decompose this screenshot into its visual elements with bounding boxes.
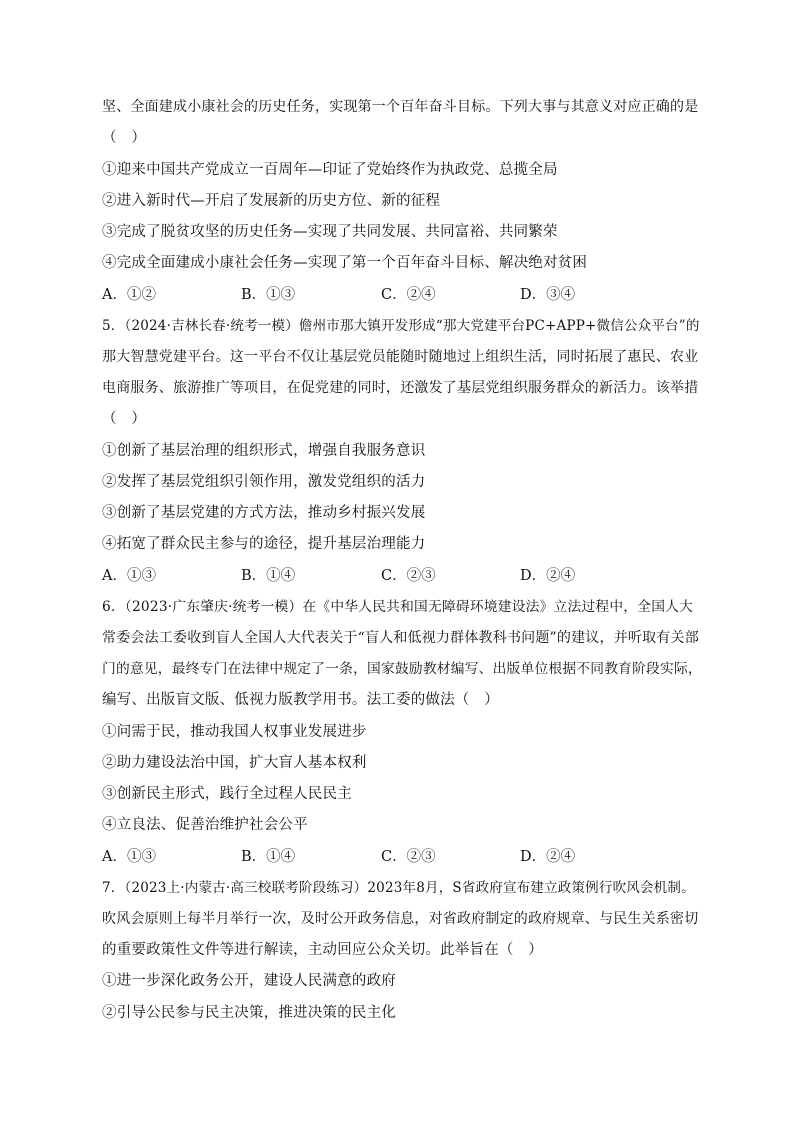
q5-option-d: D．②④ [520, 568, 576, 584]
q4-stem-line-2: （ ） [102, 130, 147, 146]
q5-stem-line-2: 那大智慧党建平台。这一平台不仅让基层党员能随时随地过上组织生活，同时拓展了惠民、农业 [102, 349, 699, 365]
q5-option-a: A．①③ [102, 568, 156, 584]
q4-option-a: A．①② [102, 287, 156, 303]
q5-statement-4: ④拓宽了群众民主参与的途径，提升基层治理能力 [102, 536, 426, 552]
q7-statement-1: ①进一步深化政务公开，建设人民满意的政府 [102, 973, 396, 989]
q5-stem-line-4: （ ） [102, 411, 147, 427]
q6-option-b: B．①④ [241, 849, 296, 865]
q5-stem-line-1: 5．（2024·吉林长春·统考一模）儋州市那大镇开发形成“那大党建平台PC+APP+微信公众平台”的 [102, 318, 700, 334]
q6-stem-line-2: 常委会法工委收到盲人全国人大代表关于“盲人和低视力群体教科书问题”的建议，并听取有关部 [102, 630, 699, 646]
q6-stem-line-1: 6．（2023·广东肇庆·统考一模）在《中华人民共和国无障碍环境建设法》立法过程中，全国人大 [102, 599, 694, 615]
q6-stem-line-3: 门的意见，最终专门在法律中规定了一条，国家鼓励教材编写、出版单位根据不同教育阶段实际， [102, 661, 702, 677]
q5-options [102, 566, 702, 586]
q7-statement-2: ②引导公民参与民主决策，推进决策的民主化 [102, 1005, 396, 1021]
q4-option-d: D．③④ [520, 287, 576, 303]
q4-option-b: B．①③ [241, 287, 296, 303]
q6-statement-1: ①问需于民，推动我国人权事业发展进步 [102, 724, 367, 740]
q4-statement-2: ②进入新时代—开启了发展新的历史方位、新的征程 [102, 193, 441, 209]
q5-stem-line-3: 电商服务、旅游推广等项目，在促党建的同时，还激发了基层党组织服务群众的新活力。该举措 [102, 380, 699, 396]
q7-stem-line-3: 的重要政策性文件等进行解读，主动回应公众关切。此举旨在（ ） [102, 942, 543, 958]
q6-statement-4: ④立良法、促善治维护社会公平 [102, 817, 308, 833]
q5-option-c: C．②③ [381, 568, 436, 584]
q7-stem-line-2: 吹风会原则上每半月举行一次，及时公开政务信息，对省政府制定的政府规章、与民生关系密切 [102, 911, 699, 927]
q6-option-a: A．①③ [102, 849, 156, 865]
q6-statement-2: ②助力建设法治中国，扩大盲人基本权利 [102, 755, 367, 771]
q5-option-b: B．①④ [241, 568, 296, 584]
q6-options [102, 847, 702, 867]
q6-stem-line-4: 编写、出版盲文版、低视力版教学用书。法工委的做法（ ） [102, 692, 499, 708]
q4-stem-line-1: 坚、全面建成小康社会的历史任务，实现第一个百年奋斗目标。下列大事与其意义对应正确的是 [102, 99, 699, 115]
q6-option-c: C．②③ [381, 849, 436, 865]
q6-option-d: D．②④ [520, 849, 576, 865]
q4-statement-4: ④完成全面建成小康社会任务—实现了第一个百年奋斗目标、解决绝对贫困 [102, 255, 588, 271]
q5-statement-1: ①创新了基层治理的组织形式，增强自我服务意识 [102, 443, 426, 459]
q6-statement-3: ③创新民主形式，践行全过程人民民主 [102, 786, 352, 802]
q5-statement-2: ②发挥了基层党组织引领作用，激发党组织的活力 [102, 474, 426, 490]
q4-statement-1: ①迎来中国共产党成立一百周年—印证了党始终作为执政党、总揽全局 [102, 162, 558, 178]
q4-statement-3: ③完成了脱贫攻坚的历史任务—实现了共同发展、共同富裕、共同繁荣 [102, 224, 558, 240]
q7-stem-line-1: 7．（2023上·内蒙古·高三校联考阶段练习）2023年8月，S省政府宣布建立政策例行吹风会机制。 [102, 880, 695, 896]
q5-statement-3: ③创新了基层党建的方式方法，推动乡村振兴发展 [102, 505, 426, 521]
q4-options [102, 285, 702, 305]
q4-option-c: C．②④ [381, 287, 436, 303]
